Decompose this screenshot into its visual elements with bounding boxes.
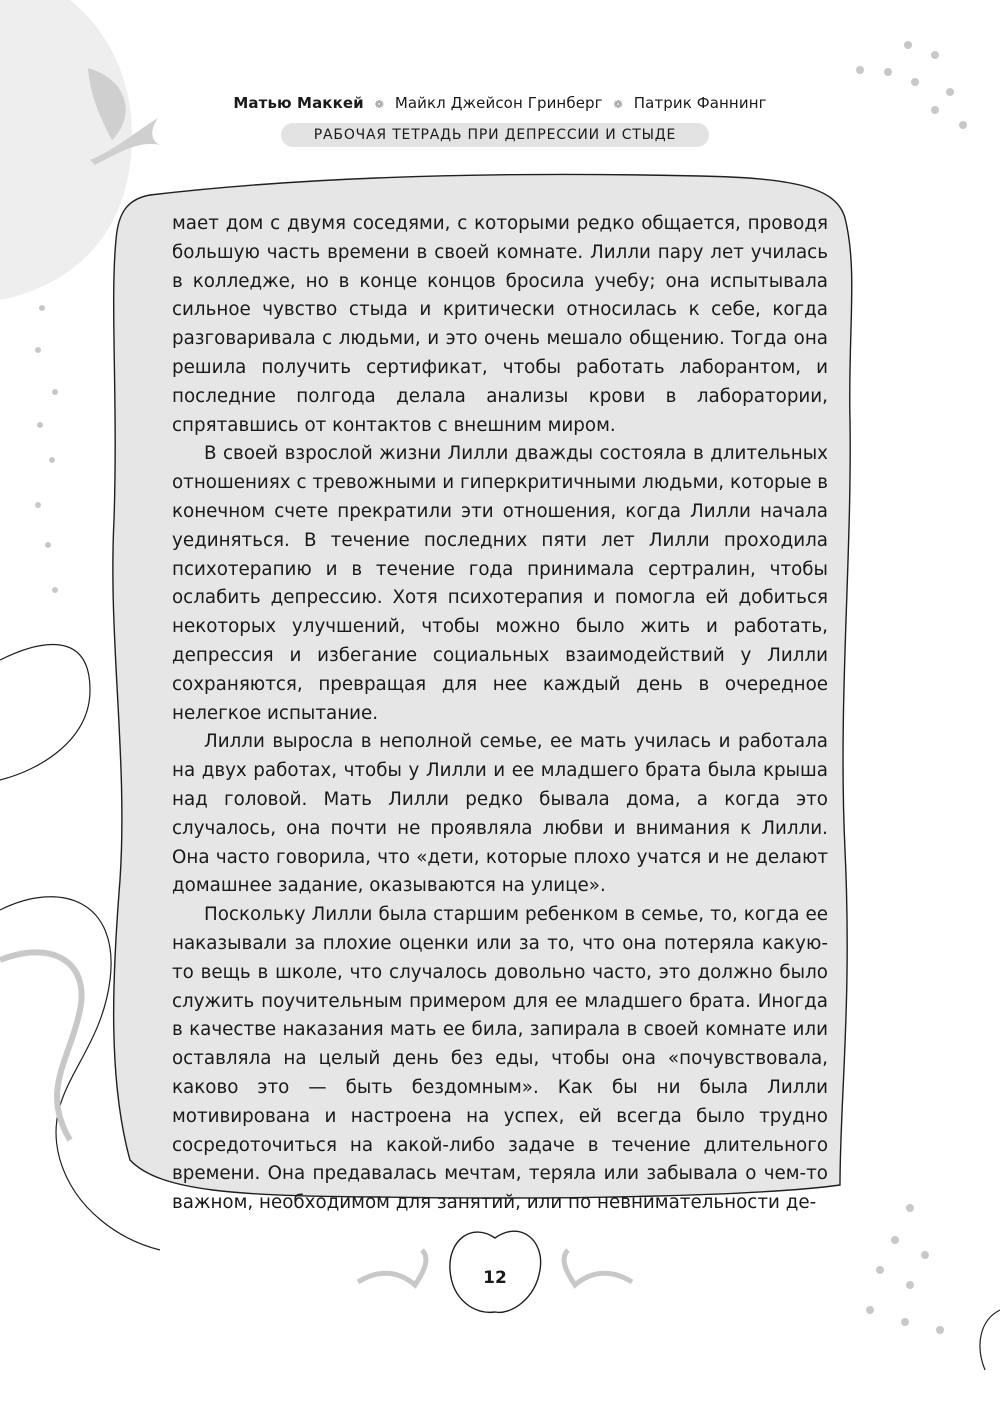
- authors-line: [0, 94, 1000, 112]
- author-2: Майкл Джейсон Гринберг: [394, 94, 603, 112]
- paragraph: Лилли выросла в неполной семье, ее мать училась и работала на двух работах, чтобы у Лилли и ее младшего брата была крыша над головой. Мать Лилли редко бывала дома, а когда это случалось, она почти не проявляла любви и внимания к Лилли. Она часто говорила, что «дети, которые плохо учатся и не делают домашнее задание, оказываются на улице».: [172, 731, 828, 897]
- bottom-right-curl-decoration: [980, 1310, 1000, 1370]
- body-text: [172, 210, 828, 1218]
- page-number: 12: [483, 1268, 507, 1288]
- dots-bottom-right-decoration: [866, 1204, 944, 1334]
- author-3: Патрик Фаннинг: [633, 94, 767, 112]
- left-gray-wave-decoration: [0, 952, 82, 1140]
- left-flourish-decoration: [358, 1250, 426, 1285]
- left-swirl-decoration: [0, 645, 90, 780]
- separator-icon: ❁: [374, 98, 384, 111]
- dots-left-decoration: [35, 305, 58, 593]
- author-1: Матью Маккей: [233, 94, 364, 112]
- paragraph: мает дом с двумя соседями, с которыми редко общается, проводя большую часть времени в своей комнате. Лилли пару лет училась в колледже, но в конце концов бросила учебу; она испытывала сильное чувство стыда и критически относилась к себе, когда разговаривала с людьми, и это очень мешало общению. Тогда она решила получить сертификат, чтобы работать лаборантом, и последние полгода делала анализы крови в лаборатории, спрятавшись от контактов с внешним миром.: [172, 213, 828, 436]
- dots-top-right-decoration: [856, 41, 967, 129]
- paragraph: В своей взрослой жизни Лилли дважды состояла в длительных отношениях с тревожными и гиперкритичными людьми, которые в конечном счете прекратили эти отношения, когда Лилли начала уединяться. В течение последних пяти лет Лилли проходила психотерапию и в течение года принимала сертралин, чтобы ослабить депрессию. Хотя психотерапия и помогла ей добиться некоторых улучшений, чтобы можно было жить и работать, депрессия и избегание социальных взаимодействий у Лилли сохраняются, превращая для нее каждый день в очередное нелегкое испытание.: [172, 443, 828, 724]
- separator-icon: ❁: [613, 98, 623, 111]
- paragraph: Поскольку Лилли была старшим ребенком в семье, то, когда ее наказывали за плохие оценки или за то, что она потеряла какую-то вещь в школе, что случалось довольно часто, это должно было служить поучительным примером для ее младшего брата. Иногда в качестве наказания мать ее била, запирала в своей комнате или оставляла на целый день без еды, чтобы она «почувствовала, каково это — быть бездомным». Как бы ни была Лилли мотивирована и настроена на успех, ей всегда было трудно сосредоточиться на какой-либо задаче в течение длительного времени. Она предавалась мечтам, теряла или забывала о чем-то важном, необходимом для занятий, или по невнимательности де-: [172, 904, 828, 1214]
- book-title: РАБОЧАЯ ТЕТРАДЬ ПРИ ДЕПРЕССИИ И СТЫДЕ: [281, 123, 709, 147]
- right-flourish-decoration: [564, 1250, 632, 1285]
